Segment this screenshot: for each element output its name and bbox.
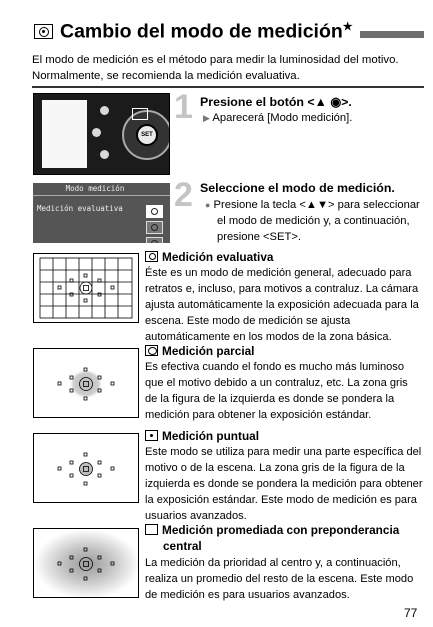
page-title: Cambio del modo de medición★ xyxy=(60,20,353,43)
evaluative-option-icon xyxy=(146,205,163,218)
step-title: Presione el botón <▲ ◉>. xyxy=(200,95,352,109)
arrow-bullet-icon: ▶ xyxy=(203,113,210,123)
mode-title-center-weighted: Medición promediada con preponderancia xyxy=(145,523,399,537)
page-header xyxy=(32,20,424,46)
mode-title-spot: Medición puntual xyxy=(145,429,259,443)
step-number: 1 xyxy=(174,88,193,126)
evaluative-metering-diagram xyxy=(33,253,139,323)
camera-lcd xyxy=(42,100,87,168)
menu-title: Modo medición xyxy=(65,184,125,193)
page-number: 77 xyxy=(404,606,418,620)
lcd-menu-screen xyxy=(33,183,170,243)
set-button-icon: SET xyxy=(136,124,158,146)
mode-description: Éste es un modo de medición general, adecuado para retratos e, incluso, para motivos a contraluz. La cámara ajusta automáticamente la exposición adecuada para la escena. Este modo de medición se ajusta automáticamente en los modos de la zona básica. xyxy=(145,267,419,343)
mode-description: Es efectiva cuando el fondo es mucho más luminoso que el motivo debido a un contraluz, etc. La zona gris de la figura de la izquierda es donde se pondera la medición para obtener la exposición estándar. xyxy=(145,361,408,421)
step-text: ● Presione la tecla <▲▼> para seleccionar el modo de medición y, a continuación, presione <SET>. xyxy=(205,199,420,243)
center-weighted-metering-diagram xyxy=(33,528,139,598)
header-rule xyxy=(360,31,424,38)
spot-option-icon xyxy=(146,237,163,243)
center-weighted-metering-icon xyxy=(145,524,158,535)
menu-divider xyxy=(33,195,170,196)
evaluative-metering-icon xyxy=(145,251,158,262)
camera-button xyxy=(100,106,109,115)
mode-description: La medición da prioridad al centro y, a continuación, realiza un promedio del resto de la escena. Este modo de medición es para usuarios avanzados. xyxy=(145,557,414,601)
step-title: Seleccione el modo de medición. xyxy=(200,181,395,195)
step-number: 2 xyxy=(174,176,193,214)
spot-metering-icon xyxy=(145,430,158,441)
mode-title-center-weighted-cont: central xyxy=(163,539,202,553)
menu-selected-item: Medición evaluativa xyxy=(37,204,123,213)
camera-back-illustration xyxy=(33,93,170,175)
partial-option-icon xyxy=(146,221,163,234)
mode-description: Este modo se utiliza para medir una parte específica del motivo o de la escena. La zona gris de la figura de la izquierda es donde se pondera la medición para obtener la exposición estándar. Este modo de medición es para usuarios avanzados. xyxy=(145,446,423,522)
bullet-icon: ● xyxy=(205,200,211,210)
step-text: ▶ Aparecerá [Modo medición]. xyxy=(203,112,353,124)
camera-button xyxy=(92,128,101,137)
camera-button xyxy=(100,150,109,159)
spot-metering-diagram xyxy=(33,433,139,503)
metering-button-highlight xyxy=(132,108,148,120)
mode-title-evaluative: Medición evaluativa xyxy=(145,250,273,264)
metering-evaluative-icon xyxy=(34,24,53,39)
partial-metering-icon xyxy=(145,345,158,356)
partial-metering-diagram xyxy=(33,348,139,418)
intro-paragraph: El modo de medición es el método para medir la luminosidad del motivo. Normalmente, se recomienda la medición evaluativa. xyxy=(32,54,399,82)
mode-title-partial: Medición parcial xyxy=(145,344,254,358)
intro-divider xyxy=(32,86,424,88)
